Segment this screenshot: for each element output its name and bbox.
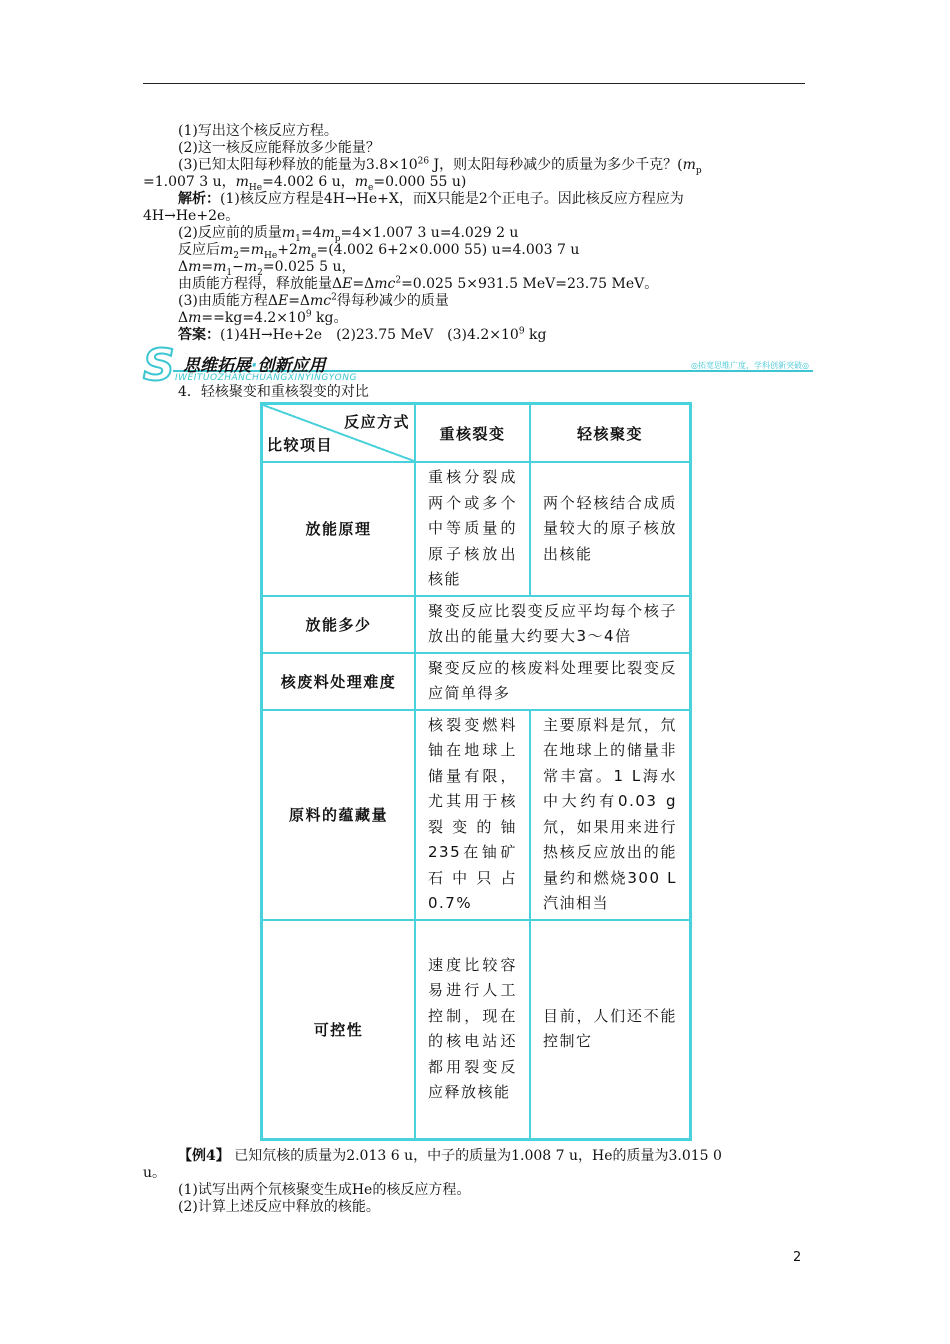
header-rule [143, 83, 805, 84]
table-row [262, 653, 691, 710]
table-row [262, 596, 691, 653]
corner-top-label: 反应方式 [343, 413, 410, 431]
question-2: (2)这一核反应能释放多少能量？ [178, 140, 380, 156]
example-text: 【例4】 已知氘核的质量为2.013 6 u，中子的质量为1.008 7 u，He的质量为3.015 0 [178, 1148, 722, 1164]
example-question-1: (1)试写出两个氘核聚变生成He的核反应方程。 [178, 1182, 471, 1198]
cell-fission: 核裂变燃料铀在地球上储量有限，尤其用于核裂变的铀235在铀矿石中只占0.7% [415, 710, 530, 920]
page-number: 2 [793, 1250, 802, 1265]
row-label: 可控性 [262, 920, 416, 1140]
row-label: 放能原理 [262, 462, 416, 596]
solution-3: 反应后$m_2=m_{He}+2m_e=(4.002$ 6+2×0.000 55) u=4.003 7 u [178, 242, 580, 261]
solution-7: $\Delta m==kg=4.2\times 10^9$ kg。 [178, 309, 348, 326]
cell-fusion: 两个轻核结合成质量较大的原子核放出核能 [530, 462, 691, 596]
question-3: (3)已知太阳每秒释放的能量为$3.8\times 10^{26}$ J，则太阳每秒减少的质量为多少千克？($m_p$ [178, 156, 702, 176]
cell-fusion: 主要原料是氘，氘在地球上的储量非常丰富。1 L海水中大约有0.03 g氘，如果用来进行热核反应放出的能量约和燃烧300 L汽油相当 [530, 710, 691, 920]
question-3-cont: =1.007 3 u，$m_{He}=4.002$ 6 u，$m_e=0.000$ 55 u) [143, 174, 467, 193]
banner-pinyin: IWEITUOZHANCHUANGXINYINGYONG [175, 373, 357, 383]
solution-5: 由质能方程得，释放能量ΔE=Δmc$^2$=0.025 5×931.5 MeV=23.75 MeV。 [178, 275, 659, 292]
cell-fission: 速度比较容易进行人工控制，现在的核电站还都用裂变反应释放核能 [415, 920, 530, 1140]
solution-1-cont: 4H→He+2e。 [143, 208, 240, 224]
solution-1: 解析：(1)核反应方程是4H→He+X，而X只能是2个正电子。因此核反应方程应为 [178, 191, 684, 207]
row-label: 核废料处理难度 [262, 653, 416, 710]
problem-block [143, 123, 805, 344]
table-header-row [262, 404, 691, 463]
banner-title: 思维拓展·创新应用 [183, 356, 326, 376]
banner-letter: S [143, 340, 175, 391]
solution-2: (2)反应前的质量$m_1=4m_p=4\times 1.007$ 3 u=4.029 2 u [178, 225, 519, 244]
solution-6: (3)由质能方程ΔE=Δmc$^2$得每秒减少的质量 [178, 292, 449, 309]
header-fission: 重核裂变 [415, 404, 530, 463]
example-block [143, 1148, 805, 1216]
row-label: 原料的蕴藏量 [262, 710, 416, 920]
corner-bottom-label: 比较项目 [267, 436, 334, 454]
table-row [262, 710, 691, 920]
example-text-cont: u。 [143, 1165, 167, 1181]
table-row [262, 462, 691, 596]
section-title: 4．轻核聚变和重核裂变的对比 [178, 384, 369, 400]
table-row [262, 920, 691, 1140]
header-fusion: 轻核聚变 [530, 404, 691, 463]
cell-fusion: 目前，人们还不能控制它 [530, 920, 691, 1140]
example-question-2: (2)计算上述反应中释放的核能。 [178, 1199, 380, 1215]
cell-fission: 重核分裂成两个或多个中等质量的原子核放出核能 [415, 462, 530, 596]
cell-merged: 聚变反应比裂变反应平均每个核子放出的能量大约要大3～4倍 [415, 596, 691, 653]
question-1: (1)写出这个核反应方程。 [178, 123, 338, 139]
corner-cell [262, 404, 416, 463]
solution-4: $\Delta m=m_1-m_2=0.025$ 5 u， [178, 259, 356, 278]
banner-slogan: ◎拓宽思维广度，学科创新突破◎ [691, 361, 809, 370]
cell-merged: 聚变反应的核废料处理要比裂变反应简单得多 [415, 653, 691, 710]
answer: 答案：(1)4H→He+2e (2)23.75 MeV $(3)4.2\times 10^9$ kg [178, 326, 547, 343]
row-label: 放能多少 [262, 596, 416, 653]
comparison-table [260, 402, 692, 1141]
section-banner [143, 340, 815, 391]
